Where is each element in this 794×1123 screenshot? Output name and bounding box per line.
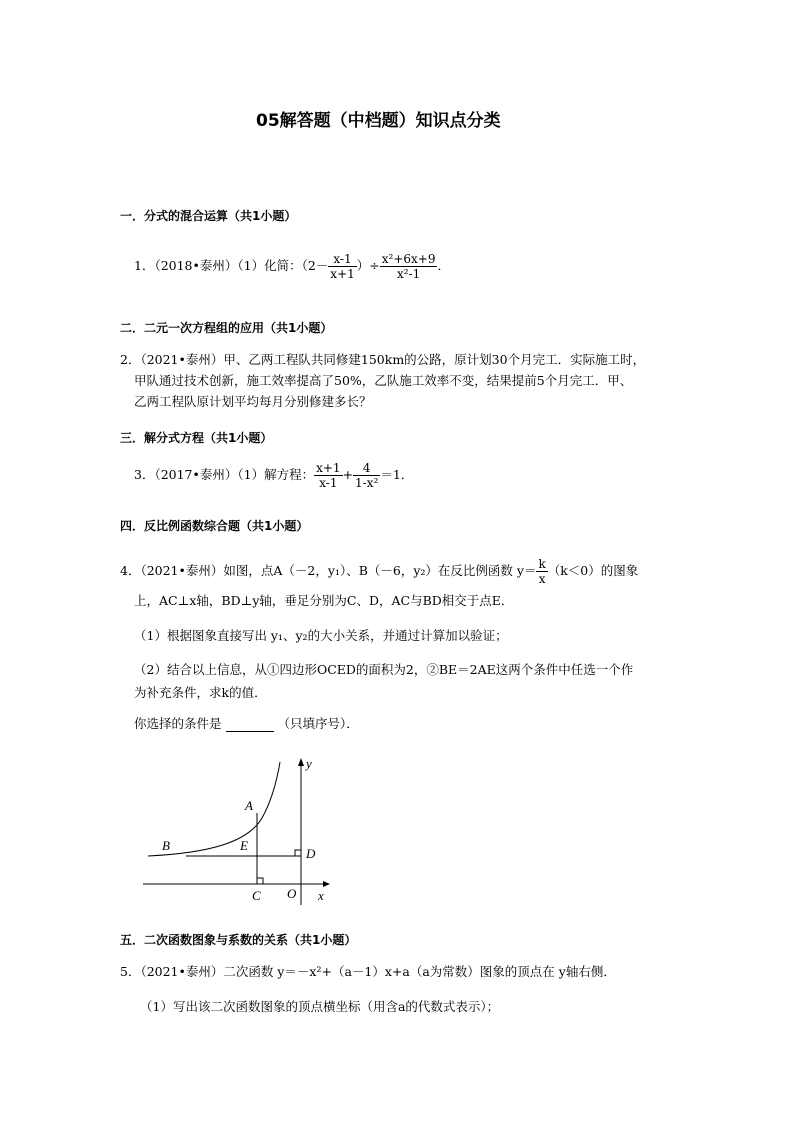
label-b: B	[162, 838, 170, 853]
question-2-line-1: 2．（2021•泰州）甲、乙两工程队共同修建150km的公路，原计划30个月完工．实际施工时，	[120, 352, 646, 367]
q4-fraction: $\frac{k}{x}$	[538, 557, 546, 586]
label-y: y	[306, 756, 312, 771]
right-angle-c	[257, 878, 263, 884]
section-heading-3: 三．解分式方程（共1小题）	[120, 431, 273, 445]
q1-fraction-2: $\frac{\text{x²+6x+9}}{\text{x²-1}}$	[381, 252, 436, 281]
question-4-line-2: 上，AC⊥x轴，BD⊥y轴，垂足分别为C、D，AC与BD相交于点E．	[134, 593, 514, 608]
question-3: 3．（2017•泰州）（1）解方程： $\frac{x+1}{x-1}$ + $\frac{4}{\text{1-x²}}$ ＝1．	[134, 461, 414, 490]
question-2-line-3: 乙两工程队原计划平均每月分别修建多长？	[134, 394, 372, 409]
q3-fraction-1: $\frac{x+1}{x-1}$	[316, 461, 341, 490]
question-4-choice: 你选择的条件是 （只填序号）．	[134, 716, 359, 731]
y-axis-arrow	[298, 758, 304, 766]
label-e: E	[240, 838, 248, 853]
label-o: O	[287, 886, 297, 901]
page-title: 05解答题（中档题）知识点分类	[256, 111, 501, 131]
section-heading-4: 四．反比例函数综合题（共1小题）	[120, 519, 309, 533]
q3-fraction-2: $\frac{4}{\text{1-x²}}$	[355, 461, 379, 490]
label-x: x	[318, 888, 324, 903]
question-4-sub-1: （1）根据图象直接写出 y₁、y₂的大小关系，并通过计算加以验证；	[134, 628, 508, 643]
question-5-line-1: 5．（2021•泰州）二次函数 y＝－x²+（a－1）x+a（a为常数）图象的顶点在 y轴右侧．	[120, 964, 616, 979]
x-axis-arrow	[323, 881, 330, 887]
section-heading-5: 五．二次函数图象与系数的关系（共1小题）	[120, 933, 357, 947]
q1-fraction-1: $\frac{x-1}{x+1}$	[330, 252, 355, 281]
section-heading-2: 二．二元一次方程组的应用（共1小题）	[120, 321, 333, 335]
label-a: A	[245, 798, 253, 813]
right-angle-d	[295, 850, 301, 856]
question-2-line-2: 甲队通过技术创新，施工效率提高了50%，乙队施工效率不变，结果提前5个月完工．甲、	[134, 373, 633, 388]
question-4-sub-2-line-1: （2）结合以上信息，从①四边形OCED的面积为2，②BE＝2AE这两个条件中任选一个作	[134, 662, 634, 677]
question-1: 1．（2018•泰州）（1）化简：（2－ $\frac{x-1}{x+1}$ ）÷ $\frac{\text{x²+6x+9}}{\text{x²-1}}$ ．	[134, 252, 450, 281]
question-4-line-1: 4．（2021•泰州）如图，点A（－2，y₁）、B（－6，y₂）在反比例函数 y＝ $\frac{k}{x}$ （k＜0）的图象	[120, 557, 639, 586]
label-c: C	[252, 888, 261, 903]
q1-divide: ）÷	[356, 258, 380, 273]
section-heading-1: 一．分式的混合运算（共1小题）	[120, 209, 297, 223]
q1-prefix: 1．（2018•泰州）（1）化简：（2－	[134, 258, 329, 273]
question-5-sub-1: （1）写出该二次函数图象的顶点横坐标（用含a的代数式表示）；	[140, 999, 500, 1014]
label-d: D	[306, 846, 316, 861]
question-4-sub-2-line-2: 为补充条件，求k的值．	[134, 685, 267, 700]
